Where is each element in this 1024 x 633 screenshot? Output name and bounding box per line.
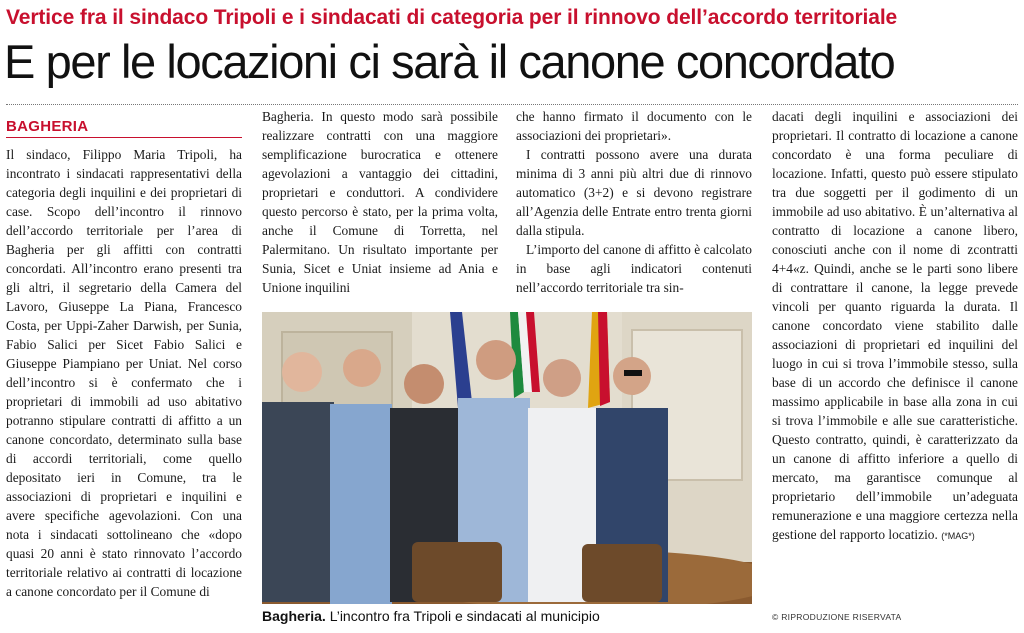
- paragraph: Bagheria. In questo modo sarà possibile realizzare contratti con una maggiore semplificazione burocratica e ottenere agevolazioni a vantaggio dei cittadini, proprietari e conduttori. A condividere questo percorso è stato, per la prima volta, anche il Comune di Torretta, nel Palermitano. Un risultato importante per Sunia, Sicet e Uniat insieme ad Ania e Unione inquilini: [262, 109, 498, 295]
- paragraph: L’importo del canone di affitto è calcolato in base agli indicatori contenuti nell’accordo territoriale tra sin-: [516, 242, 752, 295]
- paragraph: Il sindaco, Filippo Maria Tripoli, ha incontrato i sindacati rappresentativi della categoria degli inquilini e dei proprietari di case. Scopo dell’incontro il rinnovo dell’accordo territoriale per l’area di Bagheria per gli affitti con contratti concordati. All’incontro erano presenti tra gli altri, il segretario della Camera del Lavoro, Giuseppe La Piana, Francesco Costa, per Uppi-Zaher Darwish, per Sunia, Fabio Salici per Sicet Fabio Salici e Giuseppe Piampiano per Uniat. Nel corso dell’incontro si è confermato che i proprietari di immobili ad uso abitativo potranno stipulare contratti di affitto a un canone concordato, determinato sulla base di accordi territoriali, come quello depositato ieri in Comune, tra le associazioni di proprietari e inquilini e avere specifiche agevolazioni. Con una nota i sindacati sottolineano che «dopo quasi 20 anni è stato rinnovato l’accordo territoriale relativo ai contratti di locazione a canone concordato per il Comune di: [6, 147, 242, 599]
- article-column-1: [6, 145, 242, 629]
- article-headline: E per le locazioni ci sarà il canone concordato: [4, 35, 895, 88]
- paragraph: I contratti possono avere una durata minima di 3 anni più altri due di rinnovo automatico (3+2) e si devono registrare all’Agenzia delle Entrate entro trenta giorni dalla stipula.: [516, 147, 752, 238]
- article-column-2: [262, 107, 498, 297]
- paragraph-text: dacati degli inquilini e associazioni dei proprietari. Il contratto di locazione a canone concordato è una forma peculiare di locazione. Infatti, questo può essere stipulato tra due soggetti per il godimento di un immobile ad uso abitativo. È un’alternativa al contratto di locazione a canone libero, conosciuti anche con il nome di zcontratti 4+4«z. Quindi, anche se le parti sono libere di contrattare il canone, la legge prevede vincoli per quanto riguarda la durata. Il canone concordato viene stabilito dalle associazioni di proprietari ed inquilini del luogo in cui si trova l’immobile stesso, sulla base di un accordo che definisce il canone massimo applicabile in base alla zona in cui si trova l’immobile e alle sue caratteristiche. Questo contratto, quindi, è caratterizzato da un canone di affitto inferiore a quello di mercato, ma garantisce comunque al proprietario dell’immobile un’adeguata remunerazione e una maggiore certezza nella gestione del rapporto locatizio.: [772, 109, 1018, 542]
- caption-text: L’incontro fra Tripoli e sindacati al municipio: [325, 608, 600, 624]
- photo-caption: [262, 608, 762, 624]
- author-signature: (*MAG*): [941, 531, 975, 541]
- section-underline: [6, 137, 242, 138]
- paragraph: che hanno firmato il documento con le associazioni dei proprietari».: [516, 109, 752, 143]
- article-column-3: [516, 107, 752, 297]
- article-column-4: [772, 107, 1018, 607]
- copyright-notice: © RIPRODUZIONE RISERVATA: [772, 612, 902, 622]
- header-divider: [6, 104, 1018, 105]
- article-photo: [262, 312, 752, 604]
- group-photo-illustration: [262, 312, 752, 604]
- section-label: BAGHERIA: [6, 118, 89, 135]
- paragraph: [772, 107, 1018, 546]
- caption-place: Bagheria.: [262, 608, 326, 624]
- article-kicker: Vertice fra il sindaco Tripoli e i sindacati di categoria per il rinnovo dell’accordo territoriale: [6, 6, 898, 29]
